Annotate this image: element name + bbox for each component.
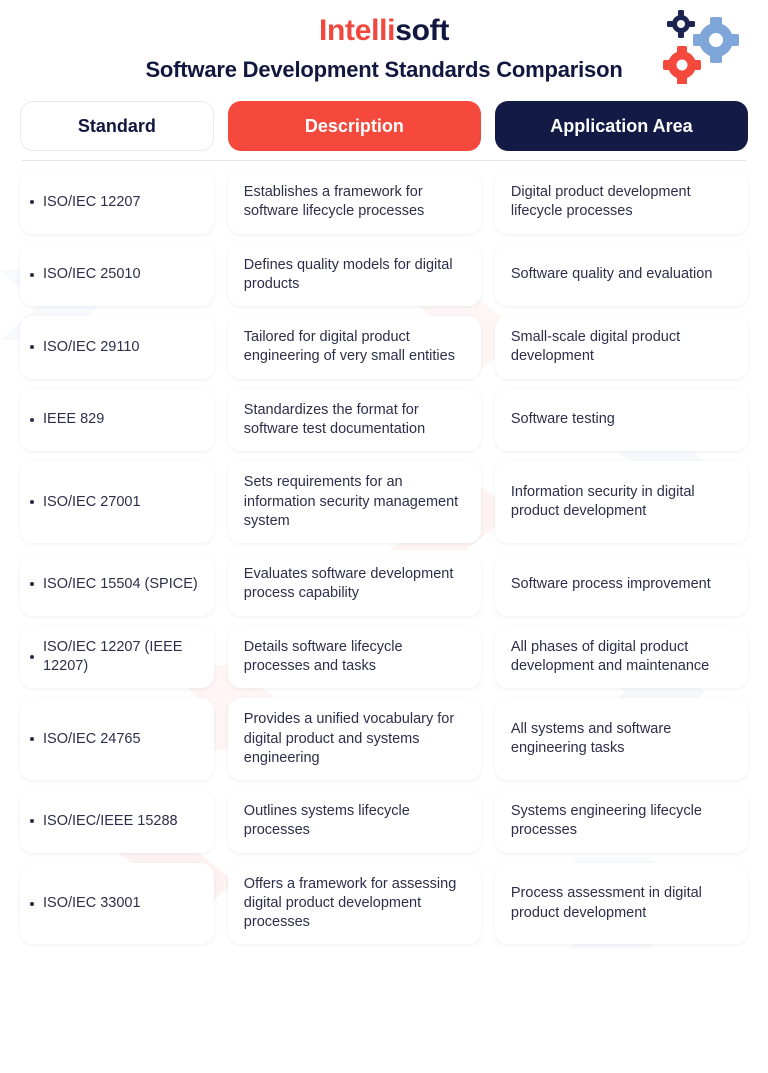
cell-application-area: Software quality and evaluation (495, 244, 748, 307)
bullet-icon (30, 737, 34, 741)
bullet-icon (30, 655, 34, 659)
brand-text-secondary: soft (395, 14, 450, 47)
header-divider (22, 160, 746, 161)
cell-standard (20, 553, 214, 616)
cell-application-area: All phases of digital product development and maintenance (495, 626, 748, 689)
cell-description: Offers a framework for assessing digital product development processes (228, 863, 481, 945)
standard-label: ISO/IEC 24765 (43, 730, 141, 747)
table-header-row (20, 101, 748, 151)
cell-description: Defines quality models for digital products (228, 244, 481, 307)
table-row (20, 863, 748, 945)
bullet-icon (30, 582, 34, 586)
cell-standard (20, 863, 214, 945)
cell-standard (20, 316, 214, 379)
cell-application-area: Information security in digital product development (495, 461, 748, 543)
table-row (20, 553, 748, 616)
bullet-icon (30, 819, 34, 823)
bullet-icon (30, 273, 34, 277)
cell-application-area: All systems and software engineering tasks (495, 698, 748, 780)
cell-application-area: Systems engineering lifecycle processes (495, 790, 748, 853)
gears-icon (656, 10, 740, 84)
cell-standard (20, 171, 214, 234)
brand-logo-text (0, 14, 768, 47)
table-row (20, 626, 748, 689)
cell-description: Establishes a framework for software lifecycle processes (228, 171, 481, 234)
standard-label: ISO/IEC 27001 (43, 493, 141, 510)
cell-application-area: Software process improvement (495, 553, 748, 616)
cell-description: Details software lifecycle processes and tasks (228, 626, 481, 689)
standard-label: ISO/IEC 12207 (IEEE 12207) (43, 638, 183, 674)
cell-description: Outlines systems lifecycle processes (228, 790, 481, 853)
table-row (20, 790, 748, 853)
cell-standard (20, 626, 214, 689)
cell-standard (20, 244, 214, 307)
cell-description: Provides a unified vocabulary for digital product and systems engineering (228, 698, 481, 780)
column-header-standard: Standard (20, 101, 214, 151)
cell-standard (20, 389, 214, 452)
standard-label: IEEE 829 (43, 411, 105, 428)
table-row (20, 389, 748, 452)
standard-label: ISO/IEC 25010 (43, 266, 141, 283)
bullet-icon (30, 200, 34, 204)
standard-label: ISO/IEC 29110 (43, 338, 140, 355)
cell-application-area: Small-scale digital product development (495, 316, 748, 379)
table-row (20, 316, 748, 379)
column-header-application-area: Application Area (495, 101, 748, 151)
cell-standard (20, 461, 214, 543)
cell-description: Sets requirements for an information security management system (228, 461, 481, 543)
header (0, 0, 768, 83)
table-row (20, 461, 748, 543)
bullet-icon (30, 345, 34, 349)
bullet-icon (30, 902, 34, 906)
cell-description: Tailored for digital product engineering of very small entities (228, 316, 481, 379)
brand-text-primary: Intelli (318, 14, 396, 47)
standard-label: ISO/IEC 12207 (43, 193, 141, 210)
cell-application-area: Software testing (495, 389, 748, 452)
page-title: Software Development Standards Comparison (145, 57, 623, 82)
cell-description: Evaluates software development process capability (228, 553, 481, 616)
cell-standard (20, 790, 214, 853)
column-header-description: Description (228, 101, 481, 151)
standard-label: ISO/IEC 33001 (43, 894, 141, 911)
table-row (20, 244, 748, 307)
standard-label: ISO/IEC 15504 (SPICE) (43, 575, 198, 592)
table-row (20, 698, 748, 780)
cell-application-area: Digital product development lifecycle processes (495, 171, 748, 234)
table-row (20, 171, 748, 234)
cell-description: Standardizes the format for software test documentation (228, 389, 481, 452)
bullet-icon (30, 418, 34, 422)
standard-label: ISO/IEC/IEEE 15288 (43, 812, 178, 829)
cell-application-area: Process assessment in digital product development (495, 863, 748, 945)
comparison-table (20, 101, 748, 944)
bullet-icon (30, 500, 34, 504)
cell-standard (20, 698, 214, 780)
